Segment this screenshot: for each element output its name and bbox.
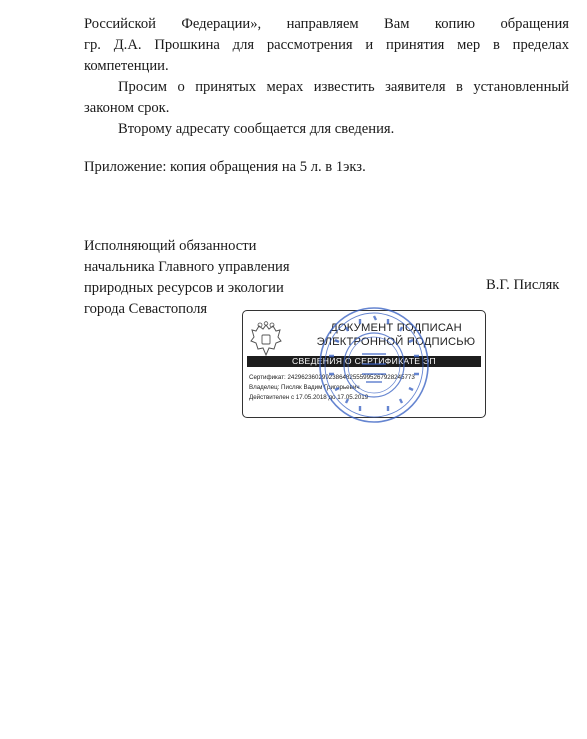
signatory-name: В.Г. Писляк <box>486 277 560 293</box>
position-line: Исполняющий обязанности <box>84 238 257 254</box>
coat-of-arms-icon <box>249 321 283 359</box>
paragraph-request <box>84 77 569 119</box>
text-line: гр. Д.А. Прошкина для рассмотрения и принятия мер в пределах <box>84 37 569 53</box>
position-line: города Севастополя <box>84 301 208 317</box>
certificate-validity: Действителен с 17.05.2018 до 17.05.2019 <box>249 394 369 401</box>
paragraph-referral <box>84 14 569 77</box>
attachment-note: Приложение: копия обращения на 5 л. в 1экз. <box>84 159 366 175</box>
position-line: природных ресурсов и экологии <box>84 280 284 296</box>
text-line: Российской Федерации», направляем Вам копию обращения <box>84 16 569 32</box>
position-line: начальника Главного управления <box>84 259 290 275</box>
official-seal-icon <box>318 306 430 424</box>
text-line: компетенции. <box>84 58 169 74</box>
text-line: законом срок. <box>84 100 170 116</box>
certificate-info-header: СВЕДЕНИЯ О СЕРТИФИКАТЕ ЭП <box>247 356 481 367</box>
text-line: Просим о принятых мерах известить заявителя в установленный <box>118 79 569 95</box>
certificate-number: Сертификат: 2429623602992386482555995267928245773 <box>249 374 415 381</box>
certificate-owner: Владелец: Писляк Вадим Григорьевич <box>249 384 360 391</box>
paragraph-second-addressee: Второму адресату сообщается для сведения. <box>118 121 395 137</box>
stamp-title: ДОКУМЕНТ ПОДПИСАН ЭЛЕКТРОННОЙ ПОДПИСЬЮ <box>316 322 476 348</box>
signatory-position <box>84 236 324 320</box>
